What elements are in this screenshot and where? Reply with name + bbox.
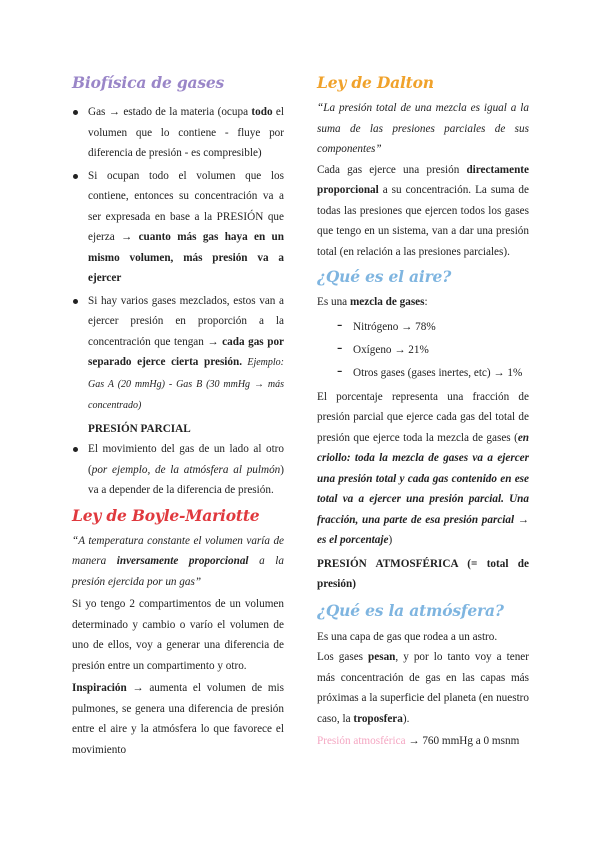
bullet-list-1 xyxy=(72,102,284,417)
text: El porcentaje representa una fracción de presión parcial que ejerce cada gas del total de presión que ejerce toda la mezcla de gases ( xyxy=(317,390,529,444)
list-item xyxy=(337,339,529,362)
bold-text: inversamente proporcional xyxy=(116,555,249,567)
atmosfera-paragraph-1: Es una capa de gas que rodea a un astro. xyxy=(317,630,498,643)
text: ) va a depender de la diferencia de presión. xyxy=(88,463,284,496)
gas-item-text: - Nitrógeno → 78% xyxy=(353,320,436,333)
text: ). xyxy=(402,712,410,725)
gases-list xyxy=(317,316,529,385)
bold-text: troposfera xyxy=(353,712,403,725)
text: “A temperatura constante el volumen varía de manera xyxy=(72,534,284,567)
bold-text: cuanto más gas haya en un mismo volumen, más presión va a ejercer xyxy=(88,231,285,284)
boyle-paragraph-2 xyxy=(72,678,284,760)
bold-text: PRESIÓN ATMOSFÉRICA (= total de presión) xyxy=(317,557,529,590)
bold-text: pesan xyxy=(368,651,396,663)
italic-text: por ejemplo, de la atmósfera al pulmón xyxy=(91,463,281,476)
bold-text: PRESIÓN PARCIAL xyxy=(88,422,191,435)
example-text: Ejemplo: Gas A (20 mmHg) - Gas B (30 mmHg → más concentrado) xyxy=(88,357,284,411)
heading-aire: ¿Qué es el aire? xyxy=(317,267,452,286)
heading-biofisica: Biofísica de gases xyxy=(72,73,225,92)
list-item xyxy=(337,316,529,339)
bold-text: cada gas por separado ejerce cierta presión. xyxy=(88,335,284,368)
heading-dalton: Ley de Dalton xyxy=(317,73,434,92)
text: , y por lo tanto voy a tener más concentración de gas en las capas más próximas a la superficie del planeta (en nuestro caso, la xyxy=(317,651,529,725)
text: Gas → estado de la materia (ocupa xyxy=(88,106,252,118)
text: a su concentración. La suma de todas las presiones que ejercen todos los gases que tengo en un sistema, van a dar una presión total (en relación a las presiones parciales). xyxy=(317,184,529,258)
bullet-gas xyxy=(72,102,284,164)
boyle-paragraph-1: Si yo tengo 2 compartimentos de un volumen determinado y cambio o varío el volumen de uno de ellos, voy a generar una diferencia de presión entre un compartimento y otro. xyxy=(72,598,284,672)
text: Los gases xyxy=(317,651,369,663)
text: Es una xyxy=(317,296,350,308)
left-column xyxy=(72,70,284,760)
bold-text: todo xyxy=(251,106,273,118)
atmosfera-paragraph-3 xyxy=(317,731,529,752)
text: Si ocupan todo el volumen que los contiene, entonces su concentración va a ser expresada en base a la PRESIÓN que ejerza → xyxy=(88,169,284,243)
bold-italic-text: en criollo: toda la mezcla de gases va a ejercer una presión total y cada gas contenido en ese total va a ejercer una presión parcial. Una fracción, una parte de esa presión parcial → es el porcentaje xyxy=(317,431,529,546)
presion-atmosferica-label xyxy=(317,554,529,595)
text: → aumenta el volumen de mis pulmones, se genera una diferencia de presión entre el aire y la atmósfera lo que favorece el movimiento xyxy=(72,682,284,756)
heading-boyle: Ley de Boyle-Mariotte xyxy=(72,505,260,525)
text: → 760 mmHg a 0 msnm xyxy=(405,735,520,747)
dalton-paragraph xyxy=(317,160,529,263)
text: Si hay varios gases mezclados, estos van a ejercer presión en proporción a la concentración que tengan → xyxy=(88,294,284,348)
bullet-movimiento xyxy=(72,439,284,501)
text: : xyxy=(424,296,428,308)
dalton-quote: “La presión total de una mezcla es igual a la suma de las presiones parciales de sus componentes” xyxy=(317,102,529,155)
text: a la presión ejercida por un gas” xyxy=(72,555,284,588)
bullet-list-2 xyxy=(72,439,284,501)
bullet-volumen xyxy=(72,166,284,289)
presion-parcial-label xyxy=(72,419,284,440)
heading-atmosfera: ¿Qué es la atmósfera? xyxy=(317,600,504,620)
right-column xyxy=(317,70,529,752)
gas-item-text: - Oxígeno → 21% xyxy=(353,343,429,356)
text: Cada gas ejerce una presión xyxy=(317,163,467,176)
gas-item-text: - Otros gases (gases inertes, etc) → 1% xyxy=(353,366,523,379)
pink-text: Presión atmosférica xyxy=(317,735,406,747)
boyle-quote xyxy=(72,531,284,593)
bullet-mezclados xyxy=(72,291,284,417)
bold-text: mezcla de gases xyxy=(349,296,425,308)
text: el volumen que lo contiene - fluye por diferencia de presión - es compresible) xyxy=(88,106,284,159)
porcentaje-paragraph xyxy=(317,387,529,551)
list-item xyxy=(337,362,529,385)
atmosfera-paragraph-2 xyxy=(317,647,529,729)
aire-paragraph xyxy=(317,292,529,313)
bold-text: directamente proporcional xyxy=(317,163,529,196)
text: ) xyxy=(388,534,393,546)
bold-text: Inspiración xyxy=(72,682,127,694)
text: El movimiento del gas de un lado al otro ( xyxy=(88,443,284,476)
